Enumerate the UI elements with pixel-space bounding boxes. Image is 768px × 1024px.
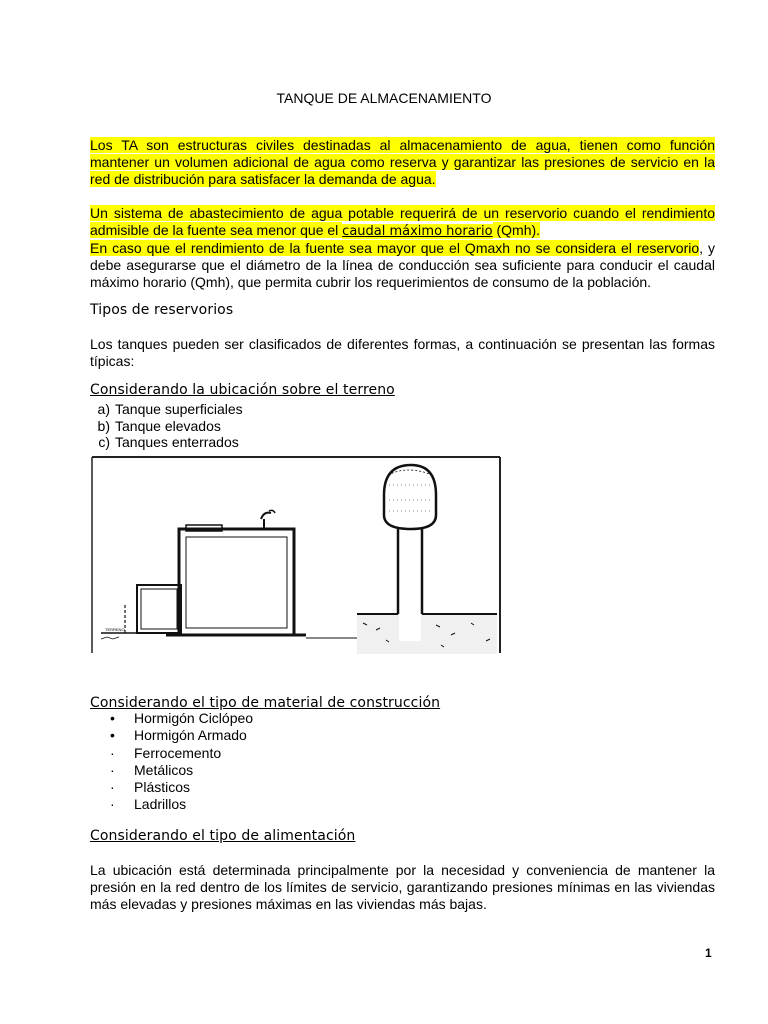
list-item: · Ferrocemento <box>110 744 222 761</box>
caudal-maximo-horario-link[interactable]: caudal máximo horario <box>342 224 493 239</box>
paragraph-ubicacion: La ubicación está determinada principalmente por la necesidad y conveniencia de mantener la presión en la red dentro de los límites de servicio, garantizando presiones mínimas en las viviendas más elevadas y presiones máximas en las viviendas más bajas. <box>90 862 715 912</box>
highlight-c: En caso que el rendimiento de la fuente sea mayor que el Qmaxh no se considera el reservorio <box>90 240 700 256</box>
list-item: c) Tanques enterrados <box>98 434 239 450</box>
list-item: · Ladrillos <box>110 796 187 813</box>
paragraph-reservoir-condition <box>90 205 715 291</box>
heading-ubicacion: Considerando la ubicación sobre el terreno <box>90 382 395 398</box>
text-d: , y debe asegurarse que el diámetro de la línea de conducción sea suficiente para conducir el caudal máximo horario (Qmh), que permita cubrir los requerimientos de consumo de la población. <box>90 240 716 290</box>
list-item: b) Tanque elevados <box>97 417 221 434</box>
list-item: • Hormigón Ciclópeo <box>110 710 254 726</box>
paragraph-clasificacion: Los tanques pueden ser clasificados de diferentes formas, a continuación se presentan las formas típicas: <box>90 336 715 369</box>
highlighted-definition: Los TA son estructuras civiles destinadas al almacenamiento de agua, tienen como función mantener un volumen adicional de agua como reserva y garantizar las presiones de servicio en la red de distribución para satisfacer la demanda de agua. <box>90 137 715 187</box>
heading-alimentacion: Considerando el tipo de alimentación <box>90 828 356 844</box>
document-title: TANQUE DE ALMACENAMIENTO <box>276 90 492 106</box>
ubicacion-list <box>90 401 243 451</box>
list-item: · Plásticos <box>110 779 191 796</box>
heading-material: Considerando el tipo de material de construcción <box>90 695 441 711</box>
tank-types-figure <box>91 455 501 655</box>
list-item: • Hormigón Armado <box>110 727 247 744</box>
list-item: · Metálicos <box>110 761 194 778</box>
highlight-a: Un sistema de abastecimiento de agua potable requerirá de un reservorio cuando el rendimiento admisible de la fuente sea menor que el <box>90 205 715 238</box>
paragraph-definition <box>90 137 715 188</box>
highlight-b: (Qmh). <box>492 222 541 238</box>
list-item: a) Tanque superficiales <box>97 401 243 417</box>
surface-tank-drawing <box>101 510 391 641</box>
page-number: 1 <box>705 946 712 960</box>
material-list <box>110 710 253 814</box>
elevated-tank-drawing <box>357 465 497 654</box>
terreno-label: TERRENO <box>105 627 125 632</box>
heading-tipos: Tipos de reservorios <box>90 302 234 318</box>
